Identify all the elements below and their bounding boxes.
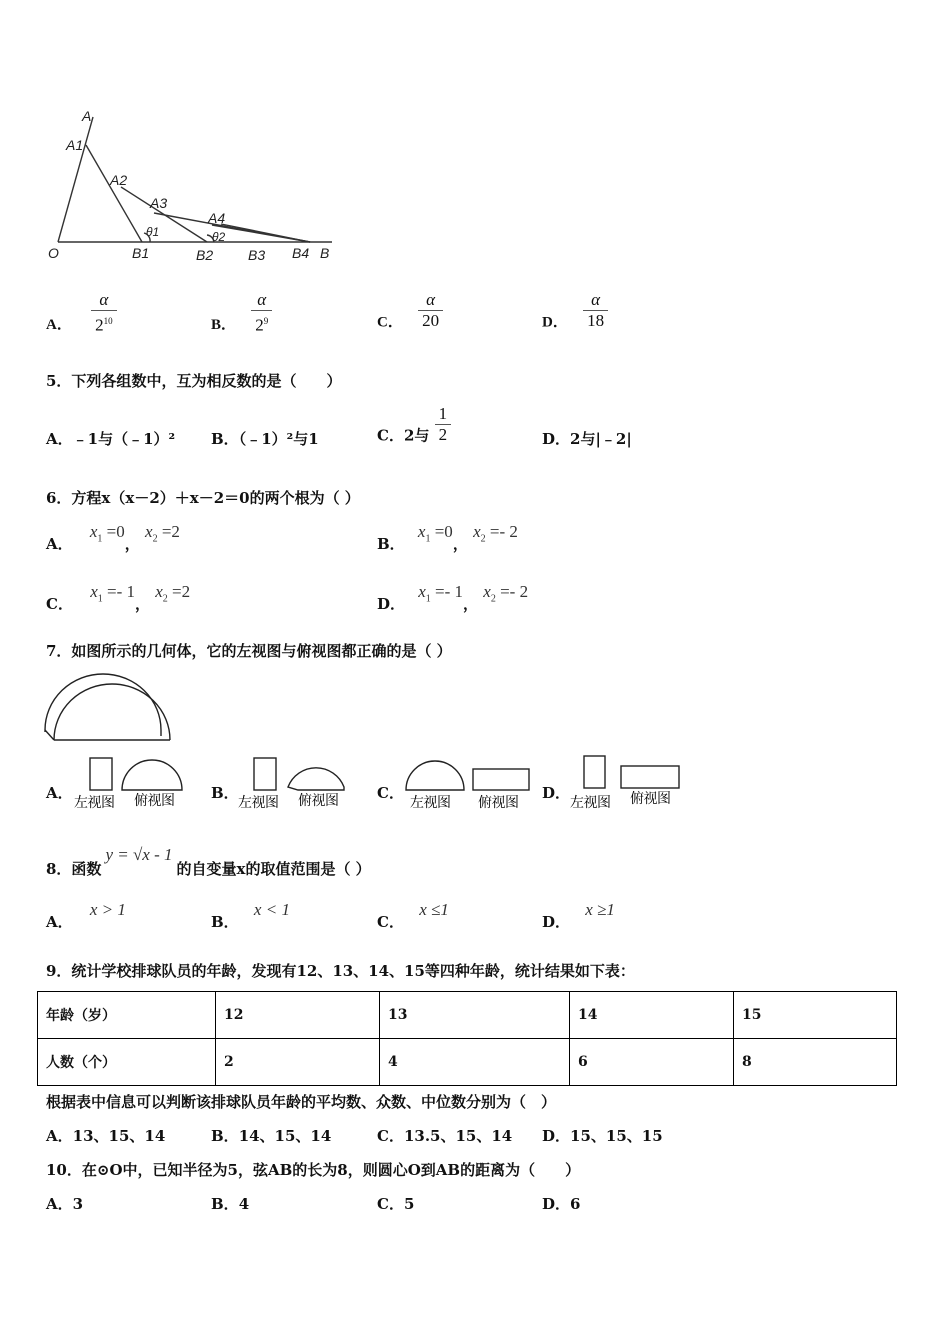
option-label: A．	[46, 430, 73, 448]
fraction	[435, 404, 452, 445]
q7-option-b-label[interactable]: B．	[211, 784, 239, 802]
option-label: B．	[211, 1195, 239, 1213]
top-view-label: 俯视图	[478, 794, 519, 810]
option-label: C．	[377, 1195, 404, 1213]
q7-option-a-label[interactable]: A．	[46, 784, 73, 802]
option-label: D．	[542, 913, 571, 931]
root-x1: $x_1 =0$	[89, 522, 125, 545]
q5-stem: 5．下列各组数中，互为相反数的是（ ）	[46, 372, 342, 390]
x1-value: =- 1	[106, 582, 135, 601]
fig-label: B	[320, 245, 330, 261]
option-label: A．	[46, 913, 73, 931]
option-label: B．	[377, 535, 405, 553]
fraction	[583, 290, 608, 331]
option-text: 14、15、14	[238, 1127, 332, 1145]
option-expr: x < 1	[253, 900, 290, 919]
q6-option-b[interactable]: B． $x_1 =0$， $x_2 =- 2$	[377, 522, 518, 553]
table-cell: 人数（个）	[38, 1039, 216, 1086]
option-label: B．	[211, 316, 237, 333]
option-expr: x ≤1	[419, 900, 449, 919]
fraction	[418, 290, 443, 331]
root-x1: $x_1 =0$	[417, 522, 453, 545]
q9-option-a[interactable]	[46, 1125, 165, 1146]
fig-label: B2	[196, 247, 214, 263]
option-text: 2与|﹣2|	[570, 430, 632, 448]
option-text: 2与	[403, 426, 430, 445]
table-cell: 4	[380, 1039, 570, 1086]
numerator: 1	[438, 404, 448, 423]
option-label: A．	[46, 535, 73, 553]
q10-stem: 10．在⊙O中，已知半径为5，弦AB的长为8，则圆心O到AB的距离为（ ）	[46, 1161, 581, 1179]
fraction	[91, 290, 117, 336]
fraction	[251, 290, 272, 336]
left-view-rect	[90, 758, 112, 790]
left-view-label: 左视图	[410, 794, 451, 810]
den-exp: 10	[103, 316, 113, 326]
denominator: 20	[418, 310, 443, 331]
table-row	[38, 1039, 897, 1086]
x1-value: =0	[106, 522, 125, 541]
option-label: C．	[377, 426, 404, 445]
left-view-label: 左视图	[74, 794, 115, 810]
q7-option-d-label[interactable]: D．	[542, 784, 571, 802]
left-view-rect	[254, 758, 276, 790]
q6-stem: 6．方程x（x－2）＋x－2＝0的两个根为（ ）	[46, 489, 360, 507]
denominator	[91, 310, 117, 336]
q8-function: y = √x - 1	[105, 845, 173, 864]
option-label: B．	[211, 1127, 239, 1145]
table-cell: 年龄（岁）	[38, 992, 216, 1039]
option-label: D．	[542, 314, 568, 331]
q9-question: 根据表中信息可以判断该排球队员年龄的平均数、众数、中位数分别为（ ）	[46, 1093, 557, 1111]
root-x2: $x_2 =- 2$	[473, 522, 518, 545]
option-text: 4	[238, 1195, 250, 1213]
root-x2: $x_2 =2$	[145, 522, 180, 545]
left-view-label: 左视图	[570, 794, 611, 810]
table-cell: 13	[380, 992, 570, 1039]
q4-figure	[40, 105, 340, 270]
top-view-semicircle	[288, 768, 344, 790]
q5-option-d[interactable]	[542, 428, 632, 449]
option-text: 13.5、15、14	[403, 1127, 513, 1145]
option-label: C．	[46, 595, 73, 613]
x1-value: =- 1	[435, 582, 464, 601]
option-label: D．	[377, 595, 406, 613]
table-cell: 2	[216, 1039, 380, 1086]
top-view-label: 俯视图	[630, 790, 671, 806]
fig-label: θ1	[146, 225, 160, 239]
q7-option-d-figure[interactable]	[568, 753, 688, 811]
option-label: A．	[46, 1195, 73, 1213]
denominator: 18	[583, 310, 608, 331]
fig-label: θ2	[212, 230, 226, 244]
option-label: C．	[377, 913, 404, 931]
table-cell: 14	[570, 992, 734, 1039]
option-expr: x ≥1	[585, 900, 615, 919]
option-text: ﹣1与（﹣1）²	[72, 430, 176, 448]
x1-value: =0	[434, 522, 453, 541]
den-base: 2	[95, 315, 104, 335]
q9-option-d[interactable]	[542, 1125, 663, 1146]
q7-solid-figure	[42, 670, 177, 746]
q4-option-a[interactable]	[46, 290, 117, 336]
q10-option-c[interactable]	[377, 1193, 414, 1214]
q9-option-b[interactable]	[211, 1125, 331, 1146]
numerator: α	[591, 290, 601, 309]
option-expr: x > 1	[89, 900, 126, 919]
q4-option-b[interactable]	[211, 290, 272, 336]
option-text: 13、15、14	[72, 1127, 166, 1145]
den-base: 2	[255, 315, 264, 335]
left-view-label: 左视图	[238, 794, 279, 810]
option-label: A．	[46, 1127, 73, 1145]
q8-option-c[interactable]	[377, 900, 449, 932]
top-view-label: 俯视图	[134, 792, 175, 808]
option-label: A．	[46, 316, 72, 333]
q5-option-c[interactable]	[377, 404, 451, 446]
table-row	[38, 992, 897, 1039]
fig-label: A	[82, 108, 92, 124]
fig-label: B4	[292, 245, 310, 261]
denominator: 2	[435, 424, 452, 445]
fig-label: A2	[110, 172, 128, 188]
table-cell: 6	[570, 1039, 734, 1086]
x2-value: =- 2	[500, 582, 529, 601]
root-x1: $x_1 =- 1$	[418, 582, 464, 605]
fig-label: A3	[150, 195, 168, 211]
left-view-semicircle	[406, 761, 464, 790]
left-view-rect	[584, 756, 605, 788]
q4-option-d[interactable]	[542, 290, 608, 332]
top-view-label: 俯视图	[298, 792, 339, 808]
q10-option-d[interactable]	[542, 1193, 580, 1214]
option-text: 15、15、15	[570, 1127, 663, 1145]
top-view-rect	[473, 769, 529, 790]
option-label: D．	[542, 1127, 571, 1145]
denominator	[251, 310, 272, 336]
den-exp: 9	[263, 316, 269, 326]
top-view-semicircle	[122, 760, 182, 790]
fig-label: B1	[132, 245, 150, 261]
root-x2: $x_2 =2$	[155, 582, 191, 605]
fig-label: A1	[66, 137, 84, 153]
q5-option-a[interactable]	[46, 428, 175, 449]
q10-option-a[interactable]	[46, 1193, 83, 1214]
x2-value: =2	[172, 582, 191, 601]
q9-age-table	[37, 991, 897, 1086]
root-x2: $x_2 =- 2$	[483, 582, 529, 605]
q9-option-c[interactable]	[377, 1125, 512, 1146]
numerator: α	[99, 290, 109, 309]
q7-option-b-figure[interactable]	[236, 755, 356, 811]
q8-stem	[46, 845, 371, 879]
table-cell: 12	[216, 992, 380, 1039]
q8-stem-suffix: 的自变量x的取值范围是（ ）	[176, 860, 371, 878]
option-text: （﹣1）²与1	[238, 430, 319, 448]
q7-option-c-label[interactable]: C．	[377, 784, 404, 802]
root-x1: $x_1 =- 1$	[90, 582, 135, 605]
q6-option-c[interactable]: C． $x_1 =- 1$， $x_2 =2$	[46, 582, 191, 613]
option-label: B．	[211, 430, 239, 448]
numerator: α	[426, 290, 436, 309]
q7-option-c-figure[interactable]	[404, 755, 534, 811]
table-cell: 15	[734, 992, 897, 1039]
table-cell: 8	[734, 1039, 897, 1086]
x2-value: =- 2	[489, 522, 518, 541]
option-text: 5	[403, 1195, 415, 1213]
fig-label: B3	[248, 247, 266, 263]
fig-label: O	[48, 245, 59, 261]
option-text: 3	[72, 1195, 84, 1213]
q7-option-a-figure[interactable]	[72, 755, 192, 811]
q8-option-d[interactable]	[542, 900, 615, 932]
q8-option-a[interactable]	[46, 900, 126, 932]
numerator: α	[257, 290, 267, 309]
q9-stem: 9．统计学校排球队员的年龄，发现有12、13、14、15等四种年龄，统计结果如下表：	[46, 962, 635, 980]
option-label: D．	[542, 430, 571, 448]
q10-option-b[interactable]	[211, 1193, 249, 1214]
q5-option-b[interactable]	[211, 428, 319, 449]
x2-value: =2	[161, 522, 180, 541]
option-label: C．	[377, 314, 403, 331]
q6-option-d[interactable]: D． $x_1 =- 1$， $x_2 =- 2$	[377, 582, 529, 613]
top-view-rect	[621, 766, 679, 788]
q7-stem: 7．如图所示的几何体，它的左视图与俯视图都正确的是（ ）	[46, 642, 452, 660]
option-text: 6	[570, 1195, 581, 1213]
option-label: D．	[542, 1195, 571, 1213]
option-label: C．	[377, 1127, 404, 1145]
q6-option-a[interactable]: A． $x_1 =0$， $x_2 =2$	[46, 522, 180, 553]
q8-stem-prefix: 8．函数	[46, 860, 102, 878]
q4-option-c[interactable]	[377, 290, 443, 332]
fig-label: A4	[208, 210, 226, 226]
option-label: B．	[211, 913, 239, 931]
q8-option-b[interactable]	[211, 900, 290, 932]
